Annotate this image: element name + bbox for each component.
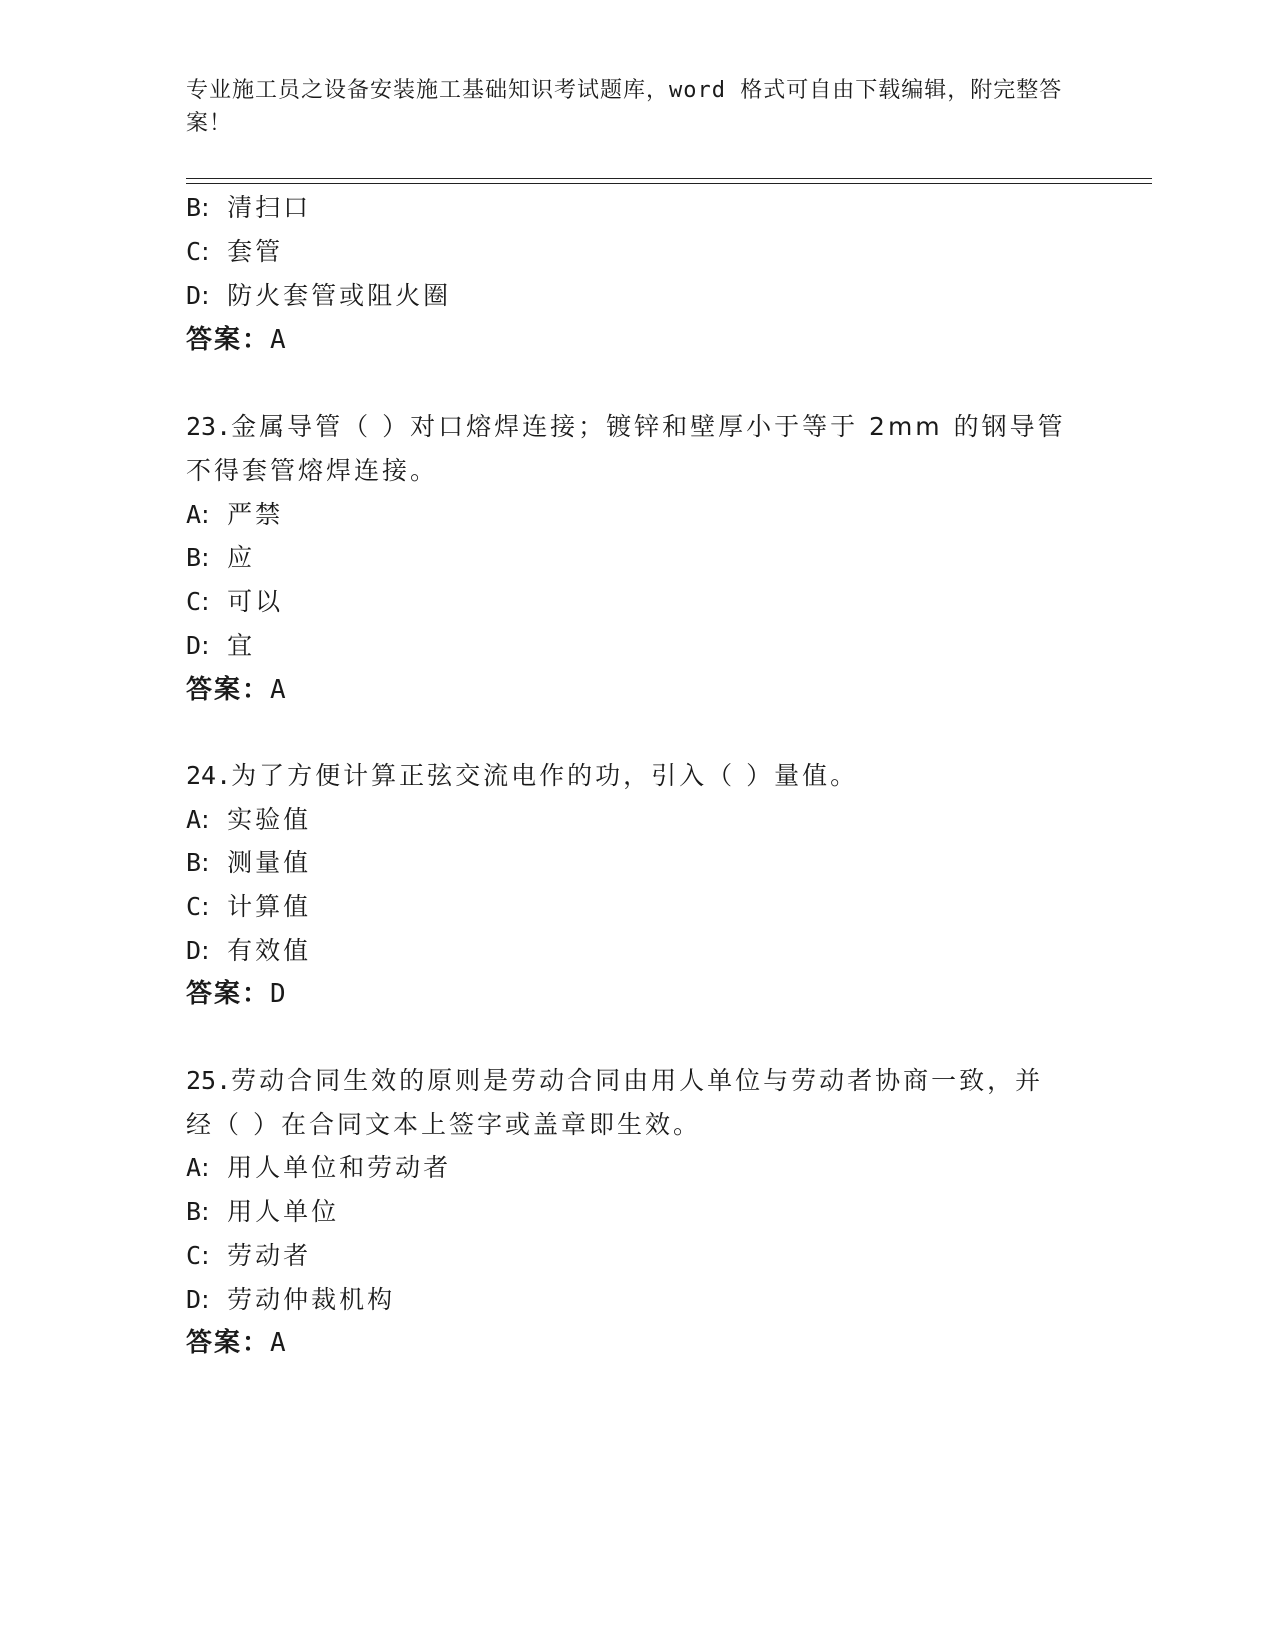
option-text: 计算值 [227,892,312,921]
option-text: 用人单位和劳动者 [227,1153,452,1182]
option-a: A: 实验值 [186,805,312,834]
question-25-text-cont: 经（ ）在合同文本上签字或盖章即生效。 [186,1110,701,1139]
option-text: 宜 [227,631,256,660]
option-b: B: 应 [186,543,256,572]
question-23-text: 23.金属导管（ ）对口熔焊连接；镀锌和壁厚小于等于 2mm 的钢导管 [186,412,1066,441]
option-text: 劳动者 [227,1241,312,1270]
option-text: 劳动仲裁机构 [227,1285,396,1314]
question-number: 23. [186,412,232,441]
option-text: 应 [227,543,256,572]
option-b: B: 测量值 [186,848,312,877]
answer-line: 答案：A [186,675,288,705]
option-text: 有效值 [227,936,312,965]
option-c: C: 可以 [186,587,284,616]
option-c: C: 计算值 [186,892,312,921]
answer-line: 答案：D [186,979,288,1009]
question-25-text: 25.劳动合同生效的原则是劳动合同由用人单位与劳动者协商一致，并 [186,1066,1044,1095]
option-text: 清扫口 [227,193,312,222]
option-c: C: 劳动者 [186,1241,312,1270]
option-d: D: 劳动仲裁机构 [186,1285,396,1314]
option-d: D: 宜 [186,631,256,660]
question-23-text-cont: 不得套管熔焊连接。 [186,456,439,485]
option-text: 用人单位 [227,1197,340,1226]
answer-value: A [270,675,288,705]
option-text: 测量值 [227,848,312,877]
option-c: C: 套管 [186,237,284,266]
question-24-text: 24.为了方便计算正弦交流电作的功，引入（ ）量值。 [186,761,859,790]
option-text: 可以 [227,587,284,616]
option-d: D: 有效值 [186,936,312,965]
answer-line: 答案：A [186,1328,288,1358]
option-d: D: 防火套管或阻火圈 [186,281,452,310]
answer-line: 答案：A [186,325,288,355]
question-number: 25. [186,1066,232,1095]
option-b: B: 用人单位 [186,1197,340,1226]
answer-value: D [270,979,288,1009]
option-a: A: 严禁 [186,500,284,529]
answer-value: A [270,325,288,355]
option-text: 防火套管或阻火圈 [227,281,452,310]
option-text: 实验值 [227,805,312,834]
option-a: A: 用人单位和劳动者 [186,1153,452,1182]
option-text: 套管 [227,237,284,266]
document-header: 专业施工员之设备安装施工基础知识考试题库，word 格式可自由下载编辑，附完整答案！ [186,78,1063,136]
answer-value: A [270,1328,288,1358]
option-text: 严禁 [227,500,284,529]
header-rule-top [186,178,1152,179]
header-rule-bottom [186,183,1152,184]
question-number: 24. [186,761,232,790]
option-b: B: 清扫口 [186,193,312,222]
